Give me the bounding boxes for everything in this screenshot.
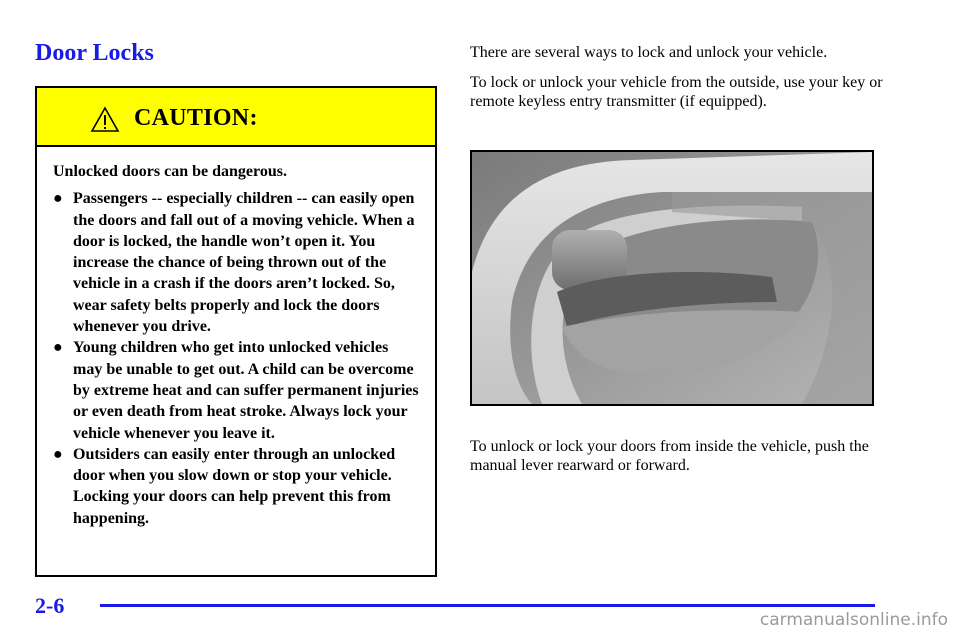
warning-triangle-icon bbox=[90, 106, 120, 133]
door-handle-image bbox=[472, 152, 872, 404]
paragraph-lock-ways: There are several ways to lock and unlock your vehicle. bbox=[470, 44, 828, 61]
list-item: ● Young children who get into unlocked vehicles may be unable to get out. A child can be overcome by extreme heat and can suffer permanent injuries or even death from heat stroke. Always lock your vehicle whenever you leave it. bbox=[53, 339, 419, 442]
caution-intro: Unlocked doors can be dangerous. bbox=[53, 163, 287, 180]
paragraph-outside-lock: To lock or unlock your vehicle from the outside, use your key or remote keyless entry transmitter (if equipped). bbox=[470, 74, 883, 110]
footer-rule bbox=[100, 604, 875, 607]
caution-header bbox=[37, 88, 435, 147]
bullet-icon: ● bbox=[53, 190, 63, 208]
watermark: carmanualsonline.info bbox=[759, 610, 948, 630]
list-item: ● Passengers -- especially children -- can easily open the doors and fall out of a moving vehicle. When a door is locked, the handle won’t open it. You increase the chance of being thrown out of the vehicle in a crash if the doors aren’t locked. So, wear safety belts properly and lock the doors whenever you drive. bbox=[53, 190, 415, 336]
caution-bullets bbox=[53, 188, 421, 529]
paragraph-inside-lock: To unlock or lock your doors from inside the vehicle, push the manual lever rearward or forward. bbox=[470, 438, 869, 474]
bullet-icon: ● bbox=[53, 445, 63, 463]
list-item: ● Outsiders can easily enter through an unlocked door when you slow down or stop your vehicle. Locking your doors can help prevent this from happening. bbox=[53, 445, 396, 527]
caution-body bbox=[37, 147, 435, 529]
page-title: Door Locks bbox=[35, 40, 154, 66]
bullet-icon: ● bbox=[53, 339, 63, 357]
page-number: 2-6 bbox=[35, 593, 65, 618]
door-handle-photo bbox=[470, 150, 874, 406]
caution-box bbox=[35, 86, 437, 577]
caution-label: CAUTION: bbox=[134, 105, 258, 131]
